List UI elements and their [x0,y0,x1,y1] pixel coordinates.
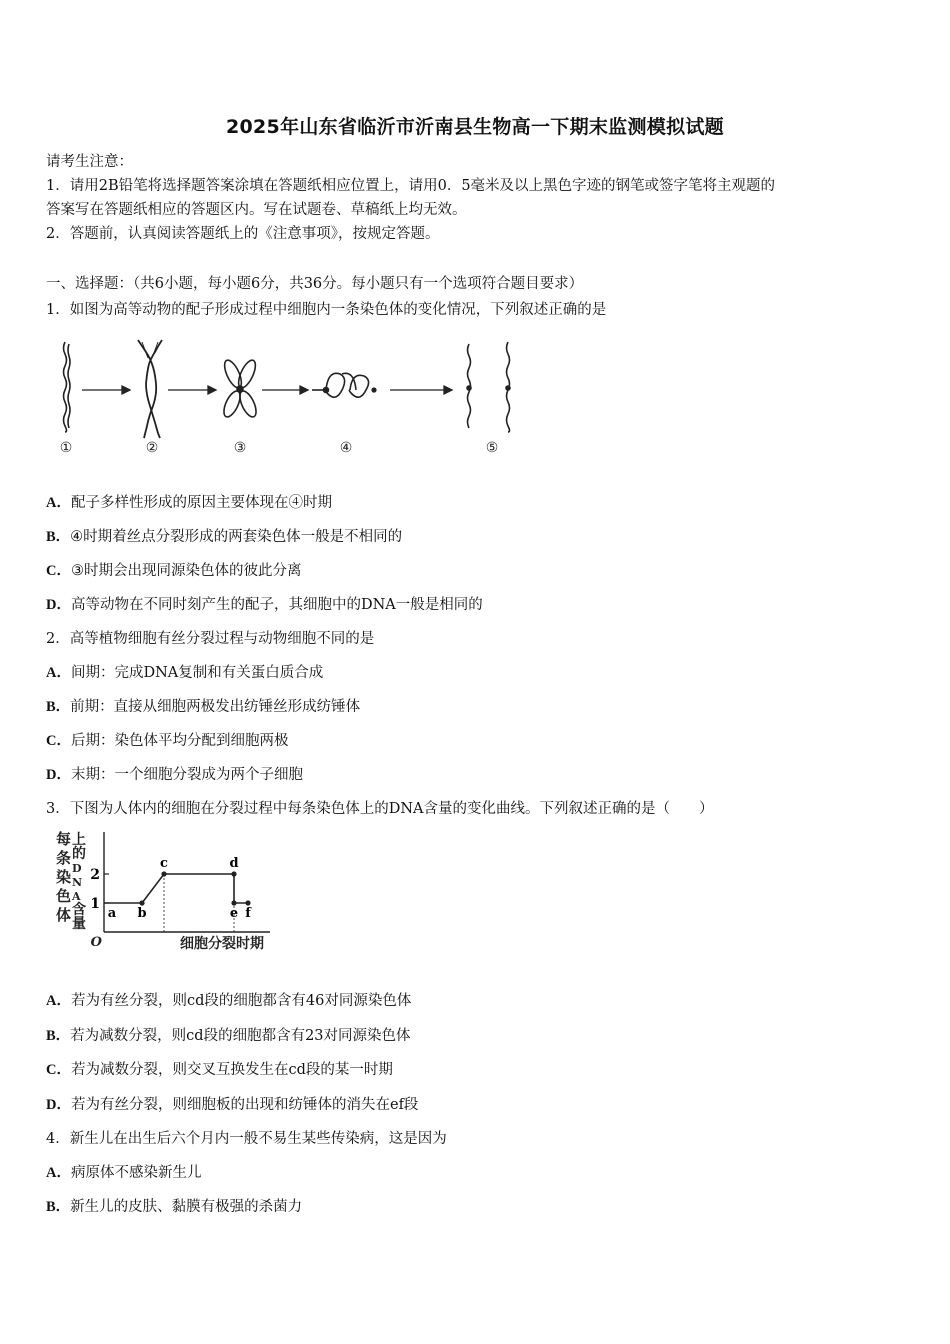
q3-option-c: C．若为减数分裂，则交叉互换发生在cd段的某一时期 [46,1062,393,1078]
point-label-a: a [107,906,117,921]
q3-option-a: A．若为有丝分裂，则cd段的细胞都含有46对同源染色体 [46,993,412,1009]
q4-option-b: B．新生儿的皮肤、黏膜有极强的杀菌力 [46,1199,303,1215]
q4-stem: 4．新生儿在出生后六个月内一般不易生某些传染病，这是因为 [46,1131,447,1147]
point-f [245,900,250,905]
point-label-f: f [245,906,251,921]
arrow-2 [168,386,216,394]
y-tick-label: 2 [90,867,100,883]
q1-option-c: C．③时期会出现同源染色体的彼此分离 [46,563,302,579]
ylabel-char: N [72,876,83,889]
q3-option-b: B．若为减数分裂，则cd段的细胞都含有23对同源染色体 [46,1028,411,1044]
notice-item-1-line-2: 答案写在答题纸相应的答题区内。写在试题卷、草稿纸上均无效。 [46,202,467,218]
notice-item-2: 2．答题前，认真阅读答题纸上的《注意事项》，按规定答题。 [46,226,440,242]
q1-stem: 1．如图为高等动物的配子形成过程中细胞内一条染色体的变化情况，下列叙述正确的是 [46,302,607,318]
figure-label-4: ④ [339,440,353,456]
ylabel-char: 体 [56,906,72,924]
q3-stem: 3．下图为人体内的细胞在分裂过程中每条染色体上的DNA含量的变化曲线。下列叙述正确的是（ ） [46,801,714,817]
chromosome-3 [221,358,260,419]
chromosome-5 [467,342,510,432]
ylabel-char: 上 [72,832,86,848]
q2-stem: 2．高等植物细胞有丝分裂过程与动物细胞不同的是 [46,631,375,647]
dna-curve [104,874,248,903]
chart-ylabel [55,830,86,932]
chromosome-figure [50,336,530,460]
notice-heading: 请考生注意： [46,154,133,170]
figure-label-3: ③ [233,440,247,456]
ylabel-char: 含 [72,902,86,918]
q1-option-d: D．高等动物在不同时刻产生的配子，其细胞中的DNA一般是相同的 [46,597,483,613]
ylabel-char: 每 [56,830,72,848]
chromosome-2 [138,340,162,438]
dna-content-chart [46,828,286,956]
point-label-c: c [160,856,168,871]
arrow-1 [82,386,130,394]
x-axis-label: 细胞分裂时期 [180,936,264,952]
origin-label: O [90,935,102,950]
figure-label-1: ① [59,440,73,456]
q2-option-d: D．末期：一个细胞分裂成为两个子细胞 [46,767,303,783]
q2-option-c: C．后期：染色体平均分配到细胞两极 [46,733,289,749]
q2-option-b: B．前期：直接从细胞两极发出纺锤丝形成纺锤体 [46,699,361,715]
point-d [231,871,236,876]
point-e [231,900,236,905]
figure-label-5: ⑤ [485,440,499,456]
ylabel-char: 染 [56,868,72,886]
point-c [161,871,166,876]
arrow-3 [262,386,308,394]
q2-option-a: A．间期：完成DNA复制和有关蛋白质合成 [46,665,324,681]
section-heading: 一、选择题：（共6小题，每小题6分，共36分。每小题只有一个选项符合题目要求） [46,276,584,292]
ylabel-char: 的 [72,846,86,862]
point-label-d: d [229,856,239,871]
point-label-b: b [137,906,147,921]
point-label-e: e [229,906,239,921]
y-tick-label: 1 [90,896,100,912]
page-title: 2025年山东省临沂市沂南县生物高一下期末监测模拟试题 [226,116,724,138]
q1-option-a: A．配子多样性形成的原因主要体现在④时期 [46,495,332,511]
ylabel-char: 量 [72,916,86,932]
chromosome-1 [64,342,71,432]
figure-label-2: ② [145,440,159,456]
point-b [139,900,144,905]
ylabel-char: 色 [56,887,72,905]
ylabel-char: D [72,862,82,875]
ylabel-char: A [72,890,81,903]
chromosome-4 [312,373,376,397]
q4-option-a: A．病原体不感染新生儿 [46,1165,202,1181]
q3-option-d: D．若为有丝分裂，则细胞板的出现和纺锤体的消失在ef段 [46,1097,419,1113]
ylabel-char: 条 [56,849,72,867]
q1-option-b: B．④时期着丝点分裂形成的两套染色体一般是不相同的 [46,529,403,545]
arrow-4 [390,386,452,394]
notice-item-1-line-1: 1．请用2B铅笔将选择题答案涂填在答题纸相应位置上，请用0．5毫米及以上黑色字迹的钢笔或签字笔将主观题的 [46,178,776,194]
